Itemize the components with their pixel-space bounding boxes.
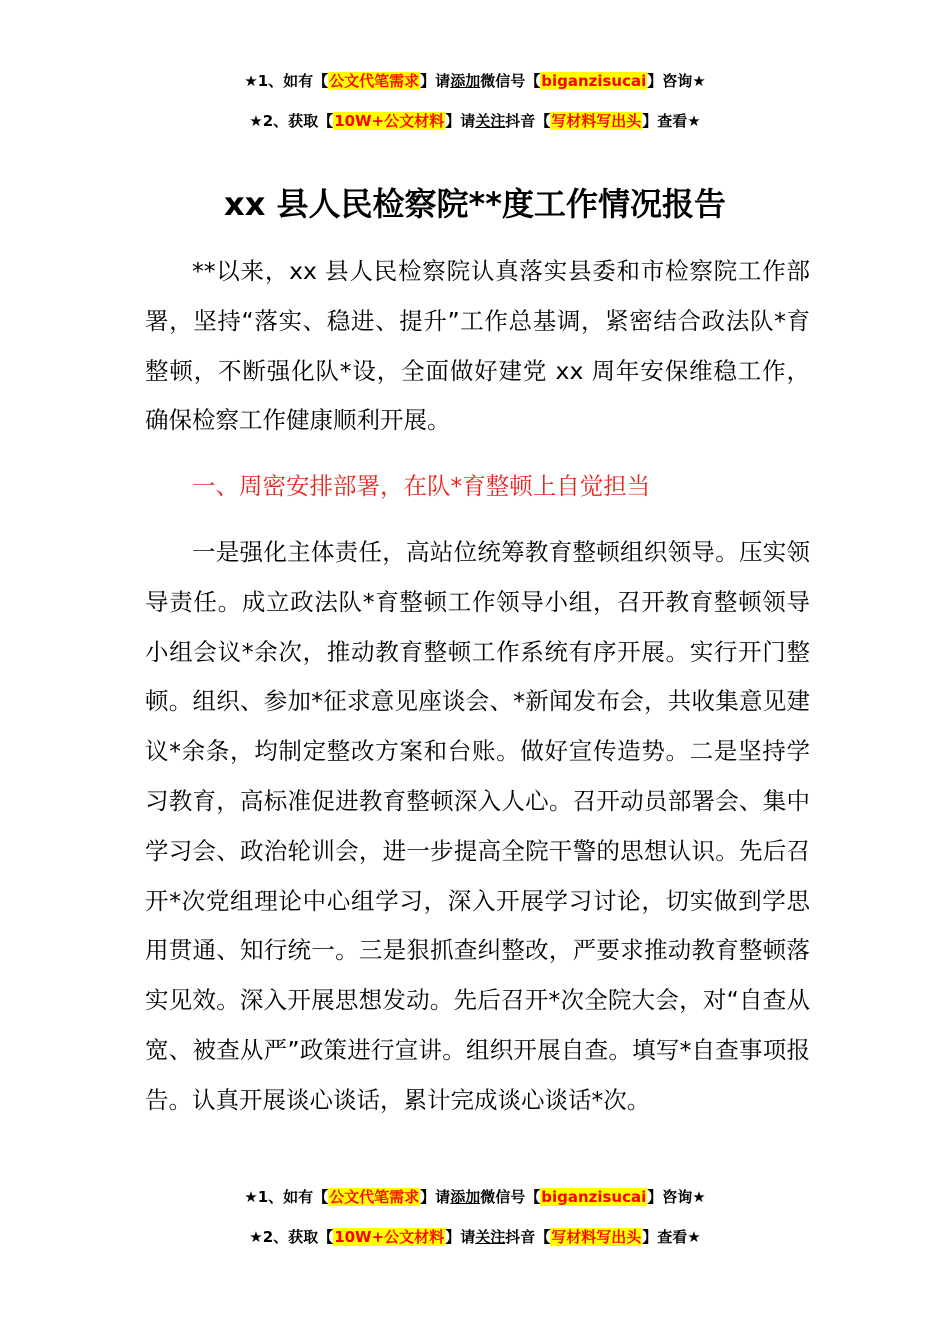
banner-highlight: 写材料写出头 xyxy=(551,1228,642,1246)
banner-text: 】咨询★ xyxy=(647,72,706,90)
banner-underlined-text: 关注 xyxy=(475,112,506,130)
banner-text: 】请 xyxy=(445,1228,476,1246)
banner-text: 微信号【 xyxy=(480,72,541,90)
banner-underlined-text: 添加 xyxy=(450,72,481,90)
section-paragraph: 一是强化主体责任，高站位统筹教育整顿组织领导。压实领导责任。成立政法队*育整顿工作领导小组，召开教育整顿领导小组会议*余次，推动教育整顿工作系统有序开展。实行开门整顿。组织、参加*征求意见座谈会、*新闻发布会，共收集意见建议*余条，均制定整改方案和台账。做好宣传造势。二是坚持学习教育，高标准促进教育整顿深入人心。召开动员部署会、集中学习会、政治轮训会，进一步提高全院干警的思想认识。先后召开*次党组理论中心组学习，深入开展学习讨论，切实做到学思用贯通、知行统一。三是狠抓查纠整改，严要求推动教育整顿落实见效。深入开展思想发动。先后召开*次全院大会，对“自查从宽、被查从严”政策进行宣讲。组织开展自查。填写*自查事项报告。认真开展谈心谈话，累计完成谈心谈话*次。 xyxy=(145,537,810,1114)
banner-highlight: 公文代笔需求 xyxy=(329,1188,420,1206)
banner-text: ★2、获取【 xyxy=(249,112,334,130)
section-heading: 一、周密安排部署，在队*育整顿上自觉担当 xyxy=(192,472,651,501)
footer-banner-line-1 xyxy=(0,1186,950,1208)
banner-highlight: 写材料写出头 xyxy=(551,112,642,130)
banner-text: 】咨询★ xyxy=(647,1188,706,1206)
footer-banner-line-2 xyxy=(0,1226,950,1248)
document-title: xx 县人民检察院**度工作情况报告 xyxy=(224,185,726,223)
banner-highlight: 公文代笔需求 xyxy=(329,72,420,90)
banner-text: ★1、如有【 xyxy=(244,72,329,90)
banner-underlined-text: 添加 xyxy=(450,1188,481,1206)
banner-text: 微信号【 xyxy=(480,1188,541,1206)
banner-text: 】请 xyxy=(420,72,451,90)
header-banner-line-2 xyxy=(0,110,950,132)
intro-paragraph: **以来，xx 县人民检察院认真落实县委和市检察院工作部署，坚持“落实、稳进、提升”工作总基调，紧密结合政法队*育整顿，不断强化队*设，全面做好建党 xx 周年安保维稳工作，确保检察工作健康顺利开展。 xyxy=(145,257,810,435)
banner-highlight: biganzisucai xyxy=(541,1188,647,1206)
banner-text: 抖音【 xyxy=(505,1228,551,1246)
banner-text: ★1、如有【 xyxy=(244,1188,329,1206)
banner-text: 】查看★ xyxy=(642,112,701,130)
banner-text: 抖音【 xyxy=(505,112,551,130)
banner-highlight: biganzisucai xyxy=(541,72,647,90)
banner-highlight: 10W+公文材料 xyxy=(334,112,445,130)
banner-text: 】请 xyxy=(445,112,476,130)
banner-underlined-text: 关注 xyxy=(475,1228,506,1246)
banner-text: 】查看★ xyxy=(642,1228,701,1246)
banner-highlight: 10W+公文材料 xyxy=(334,1228,445,1246)
header-banner-line-1 xyxy=(0,70,950,92)
document-body xyxy=(145,247,810,1126)
banner-text: ★2、获取【 xyxy=(249,1228,334,1246)
banner-text: 】请 xyxy=(420,1188,451,1206)
